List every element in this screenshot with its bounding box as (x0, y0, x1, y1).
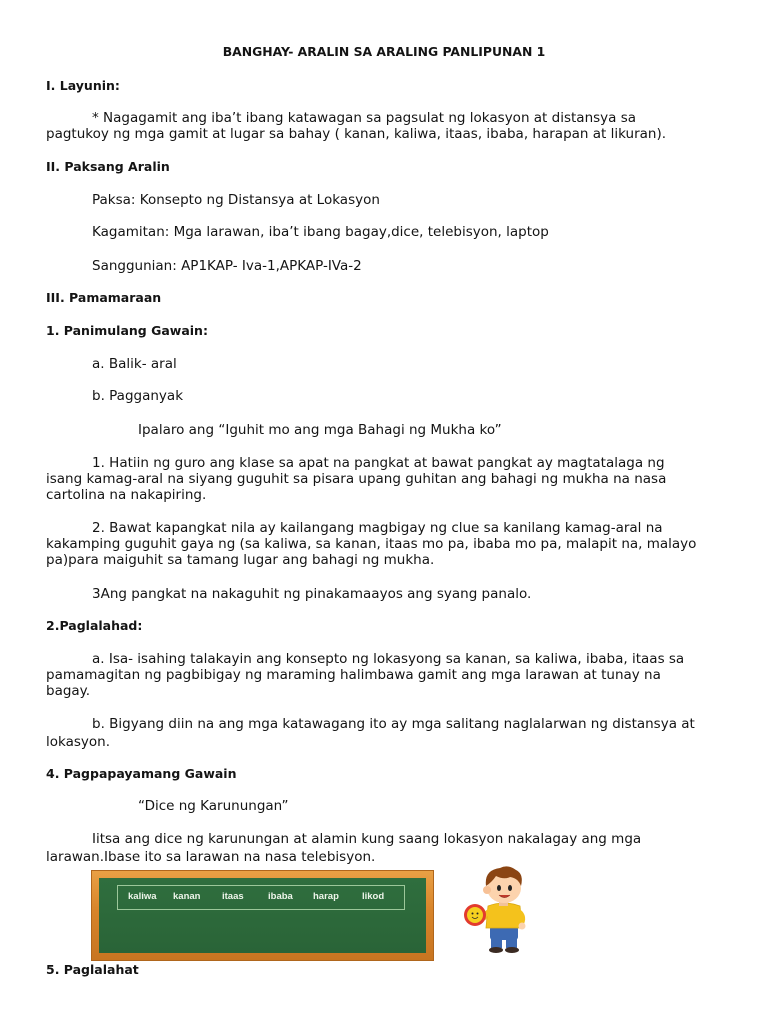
paragraph-line: * Nagagamit ang iba’t ibang katawagan sa pagsulat ng lokasyon at distansya sa (92, 110, 637, 126)
activity-title: “Dice ng Karunungan” (138, 798, 289, 814)
ipalaro-line: Ipalaro ang “Iguhit mo ang mga Bahagi ng Mukha ko” (138, 422, 502, 438)
paragraph-line: a. Isa- isahing talakayin ang konsepto ng lokasyong sa kanan, sa kaliwa, ibaba, itaas sa (92, 651, 685, 667)
paragraph-line: isang kamag-aral na siyang guguhit sa pisara upang guhitan ang bahagi ng mukha na nasa (46, 471, 667, 487)
paragraph-line: 1. Hatiin ng guro ang klase sa apat na pangkat at bawat pangkat ay magtatalaga ng (92, 455, 665, 471)
layunin-paragraph (46, 110, 666, 142)
balik-aral-item: a. Balik- aral (92, 356, 177, 372)
chalkboard-image (91, 870, 434, 961)
paragraph-line: bagay. (46, 683, 91, 699)
board-word: kaliwa (128, 891, 157, 902)
board-word: likod (362, 891, 385, 902)
board-word: harap (313, 891, 339, 902)
subheading-paglalahad: 2.Paglalahad: (46, 618, 143, 633)
kagamitan-line: Kagamitan: Mga larawan, iba’t ibang bagay,dice, telebisyon, laptop (92, 224, 549, 240)
paragraph-line: cartolina na nakapiring. (46, 487, 207, 503)
paglalahad-item-b (46, 716, 695, 751)
paragraph-line: b. Bigyang diin na ang mga katawagang ito ay mga salitang naglalarwan ng distansya at (92, 716, 695, 732)
paragraph-line: 3Ang pangkat na nakaguhit ng pinakamaayos ang syang panalo. (92, 586, 532, 602)
board-word: kanan (173, 891, 201, 902)
paragraph-line: lokasyon. (46, 733, 110, 750)
paragraph-line: kakamping guguhit gaya ng (sa kaliwa, sa kanan, itaas mo pa, ibaba mo pa, malapit na, malayo (46, 536, 697, 552)
document-title: BANGHAY- ARALIN SA ARALING PANLIPUNAN 1 (222, 44, 546, 59)
section-heading-paksang-aralin: II. Paksang Aralin (46, 159, 170, 174)
paragraph-line: larawan.Ibase ito sa larawan na nasa telebisyon. (46, 848, 376, 865)
paragraph-line: pamamagitan ng pagbibigay ng maraming halimbawa gamit ang mga larawan at tunay na (46, 667, 661, 683)
paragraph-line: Iitsa ang dice ng karunungan at alamin kung saang lokasyon nakalagay ang mga (92, 831, 642, 847)
pagganyak-item: b. Pagganyak (92, 388, 184, 404)
subheading-pagpapayamang-gawain: 4. Pagpapayamang Gawain (46, 766, 237, 781)
sun-toy (464, 904, 486, 926)
section-heading-layunin: I. Layunin: (46, 78, 120, 93)
step-1-paragraph (46, 455, 666, 503)
paragraph-line: pa)para maiguhit sa tamang lugar ang bahagi ng mukha. (46, 552, 435, 568)
paragraph-line: 2. Bawat kapangkat nila ay kailangang magbigay ng clue sa kanilang kamag-aral na (92, 520, 663, 536)
section-heading-pamamaraan: III. Pamamaraan (46, 290, 162, 305)
paksa-line: Paksa: Konsepto ng Distansya at Lokasyon (92, 192, 380, 208)
paglalahad-item-a (46, 651, 684, 699)
iitsa-paragraph (46, 831, 641, 866)
step-3-paragraph (46, 586, 531, 602)
subheading-paglalahat: 5. Paglalahat (46, 962, 139, 977)
step-2-paragraph (46, 520, 696, 568)
subheading-panimulang-gawain: 1. Panimulang Gawain: (46, 323, 208, 338)
boy-cartoon-image (458, 864, 540, 954)
board-word: itaas (222, 891, 244, 902)
paragraph-line: pagtukoy ng mga gamit at lugar sa bahay ( kanan, kaliwa, itaas, ibaba, harapan at likuran). (46, 126, 667, 142)
board-word: ibaba (268, 891, 293, 902)
sanggunian-line: Sanggunian: AP1KAP- Iva-1,APKAP-IVa-2 (92, 258, 362, 274)
